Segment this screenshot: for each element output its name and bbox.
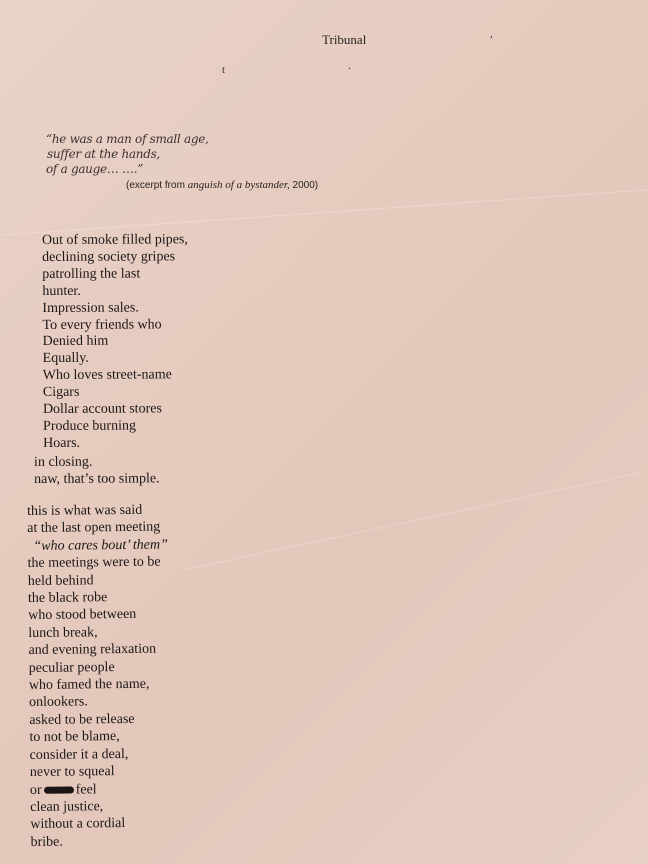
poem-line: without a cordial [30, 816, 126, 833]
epigraph [46, 132, 209, 177]
poem-line: clean justice, [30, 799, 104, 815]
poem-line: held behind [27, 572, 94, 589]
poem-stanza-2 [34, 454, 160, 488]
poem-line: this is what was said [27, 502, 143, 519]
poem-line: and evening relaxation [28, 641, 157, 659]
poem-line: the black robe [27, 590, 108, 607]
poem-line: Denied him [42, 334, 109, 350]
poem-line: bribe. [30, 834, 63, 850]
epigraph-line: “he was a man of small age, [46, 132, 209, 146]
epigraph-line: of a gauge… ….” [46, 162, 144, 176]
stray-mark: , [490, 28, 493, 40]
poem-line: who famed the name, [28, 676, 150, 694]
poem-line: consider it a deal, [29, 746, 129, 763]
poem-line: asked to be release [29, 711, 135, 728]
poem-line: Cigars [42, 384, 80, 401]
poem-line: declining society gripes [42, 249, 176, 265]
poem-line: never to squeal [29, 764, 115, 781]
poem-line: Who loves street-name [42, 367, 172, 384]
paper-crease [1, 189, 647, 235]
poem-line: onlookers. [29, 694, 88, 711]
poem-stanza-3 [27, 502, 171, 852]
citation-work: anguish of a bystander, [187, 179, 290, 191]
poem-line: lunch break, [28, 625, 98, 641]
poem-stanza-1 [42, 232, 189, 453]
paper-crease [185, 471, 645, 570]
poem-line: To every friends who [42, 316, 162, 333]
poem-line: to not be blame, [29, 729, 120, 746]
stray-mark: t [222, 64, 226, 76]
poem-word: or [29, 782, 42, 798]
poem-line: peculiar people [28, 659, 115, 676]
citation-prefix: (excerpt from [126, 180, 188, 191]
poem-line: the meetings were to be [27, 554, 161, 572]
poem-line: Dollar account stores [42, 401, 162, 418]
epigraph-citation [126, 179, 318, 191]
poem-word: feel [75, 781, 97, 798]
poem-line: hunter. [42, 283, 81, 299]
poem-line: naw, that’s too simple. [34, 471, 160, 487]
poem-line: who stood between [28, 607, 137, 624]
page-title: Tribunal [322, 32, 367, 47]
redaction-mark [44, 786, 74, 793]
epigraph-line: suffer at the hands, [47, 147, 160, 161]
poem-line: Impression sales. [42, 300, 139, 316]
poem-line: Out of smoke filled pipes, [42, 232, 188, 248]
stray-mark: . [348, 60, 351, 72]
poem-line: at the last open meeting [27, 520, 161, 537]
poem-line: Hoars. [43, 435, 81, 451]
poem-line: Equally. [42, 351, 89, 367]
citation-suffix: 2000) [289, 180, 319, 191]
poem-line-quote: “who cares bout’ them” [33, 537, 168, 554]
poem-line: in closing. [34, 454, 93, 470]
poem-line-redacted [30, 780, 171, 799]
poem-line: patrolling the last [42, 266, 141, 282]
poem-line: Produce burning [42, 418, 136, 434]
